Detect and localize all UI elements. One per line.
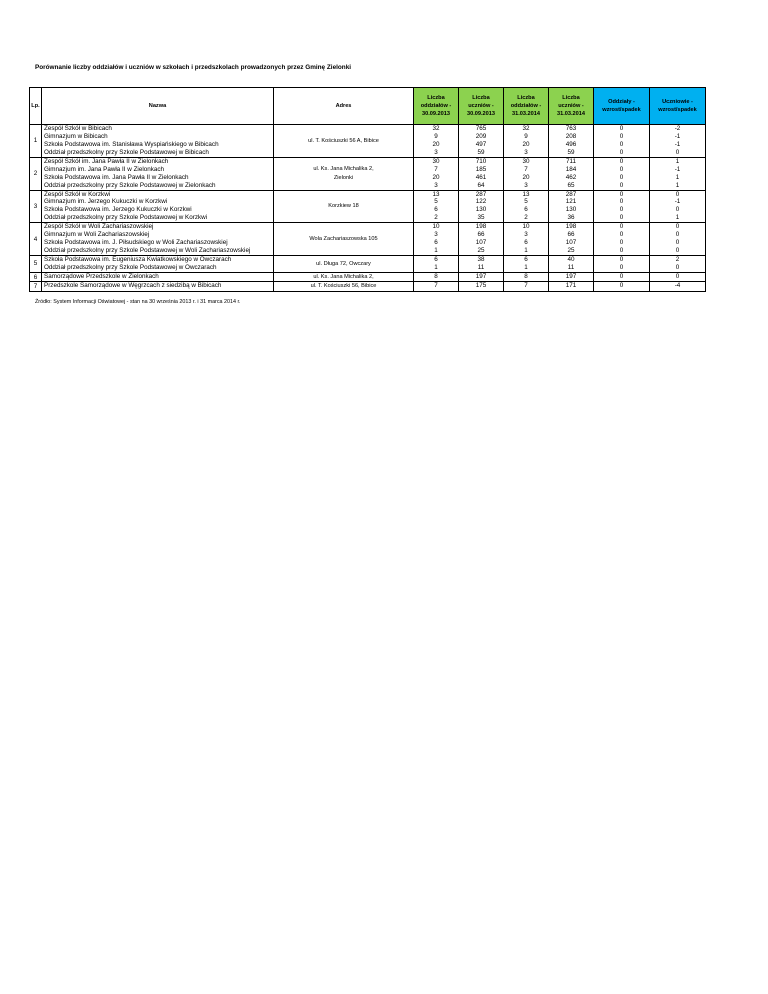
- value: 65: [567, 181, 575, 189]
- school-name: Oddział przedszkolny przy Szkole Podstawowej w Owczarach: [44, 263, 217, 271]
- value: 1: [524, 247, 528, 255]
- value: 1: [675, 214, 680, 222]
- oddzialy-2013-cell: [414, 282, 459, 292]
- value: 10: [432, 223, 440, 231]
- value: 0: [619, 239, 624, 247]
- value: 0: [619, 247, 624, 255]
- uczniowie-zmiana-cell: [650, 272, 706, 282]
- oddzialy-2014-cell: [504, 190, 549, 223]
- value: 0: [675, 247, 680, 255]
- value: 0: [619, 173, 624, 181]
- value: 1: [675, 181, 680, 189]
- school-name: Oddział przedszkolny przy Szkole Podstawowej w Zielonkach: [44, 181, 216, 189]
- address-cell: [274, 282, 414, 292]
- value: 35: [477, 214, 485, 222]
- row-number: 1: [30, 125, 42, 158]
- value: 20: [522, 140, 530, 148]
- value: 0: [619, 181, 624, 189]
- value: 0: [619, 256, 624, 263]
- value: -2: [674, 125, 681, 132]
- value: 0: [619, 148, 624, 156]
- school-name: Szkoła Podstawowa im. Stanisława Wyspiańskiego w Bibicach: [44, 140, 219, 148]
- school-name: Zespół Szkół w Woli Zachariaszowskiej: [44, 223, 154, 231]
- value: 7: [434, 282, 438, 290]
- uczniowie-2014-cell: [549, 190, 594, 223]
- value: 0: [619, 190, 624, 198]
- value: -4: [674, 282, 681, 290]
- school-name: Szkoła Podstawowa im. Jerzego Kukuczki w Korzkwi: [44, 206, 192, 214]
- row-number: 4: [30, 223, 42, 256]
- row-number: 5: [30, 256, 42, 273]
- value: 185: [475, 165, 487, 173]
- school-name: Przedszkole Samorządowe w Węgrzcach z siedzibą w Bibicach: [44, 282, 222, 290]
- address-cell: [274, 190, 414, 223]
- value: 130: [565, 206, 577, 214]
- value: 25: [477, 247, 485, 255]
- value: 0: [619, 231, 624, 239]
- uczniowie-2013-cell: [459, 282, 504, 292]
- value: 5: [434, 198, 438, 206]
- header-line: wzrost/spadek: [658, 107, 697, 113]
- header-row: [30, 88, 706, 125]
- oddzialy-2013-cell: [414, 125, 459, 158]
- value: -1: [674, 165, 681, 173]
- value: 0: [675, 223, 680, 231]
- table-body: [30, 125, 706, 292]
- value: 171: [565, 282, 577, 290]
- value: 1: [675, 157, 680, 165]
- school-name: Gimnazjum im. Jerzego Kukuczki w Korzkwi: [44, 198, 168, 206]
- value: 287: [475, 190, 487, 198]
- school-names-cell: [42, 190, 274, 223]
- value: 8: [434, 272, 438, 280]
- address-cell: [274, 125, 414, 158]
- row-number: 7: [30, 282, 42, 292]
- value: 107: [565, 239, 577, 247]
- school-name: Oddział przedszkolny przy Szkole Podstawowej w Woli Zachariaszowskiej: [44, 247, 251, 255]
- row-number: 2: [30, 157, 42, 190]
- school-name: Gimnazjum im. Jana Pawła II w Zielonkach: [44, 165, 165, 173]
- address-cell: [274, 272, 414, 282]
- oddzialy-2014-cell: [504, 256, 549, 273]
- oddzialy-2014-cell: [504, 125, 549, 158]
- value: 0: [619, 206, 624, 214]
- value: 0: [675, 148, 680, 156]
- header-line: 30.09.2013: [422, 111, 450, 117]
- value: 13: [522, 190, 530, 198]
- value: 30: [432, 157, 440, 165]
- value: 208: [565, 132, 577, 140]
- value: 11: [477, 263, 485, 271]
- comparison-table: [29, 87, 706, 292]
- uczniowie-2014-cell: [549, 223, 594, 256]
- table-row: [30, 256, 706, 273]
- address-line: ul. T. Kościuszki 56, Bibice: [310, 283, 377, 290]
- uczniowie-zmiana-cell: [650, 190, 706, 223]
- oddzialy-zmiana-cell: [594, 223, 650, 256]
- value: 0: [619, 198, 624, 206]
- school-names-cell: [42, 282, 274, 292]
- value: 0: [619, 132, 624, 140]
- header-oddzialy-zmiana: [594, 88, 650, 125]
- table-row: [30, 282, 706, 292]
- oddzialy-zmiana-cell: [594, 125, 650, 158]
- address-line: Korzkiew 18: [328, 203, 359, 210]
- value: 64: [477, 181, 485, 189]
- value: 20: [432, 140, 440, 148]
- uczniowie-zmiana-cell: [650, 223, 706, 256]
- value: 121: [565, 198, 577, 206]
- uczniowie-2014-cell: [549, 125, 594, 158]
- value: 0: [675, 190, 680, 198]
- header-line: oddziałów -: [510, 103, 542, 109]
- address-line: ul. Ks. Jana Michalika 2,: [313, 166, 374, 173]
- value: 0: [619, 263, 624, 271]
- value: 0: [675, 206, 680, 214]
- oddzialy-2014-cell: [504, 282, 549, 292]
- school-name: Samorządowe Przedszkole w Zielonkach: [44, 272, 159, 280]
- value: -1: [674, 132, 681, 140]
- page-title: Porównanie liczby oddziałów i uczniów w szkołach i przedszkolach prowadzonych przez Gminę Zielonki: [35, 64, 352, 71]
- value: 38: [477, 256, 485, 263]
- value: 2: [524, 214, 528, 222]
- header-uczniowie-2014: [549, 88, 594, 125]
- value: 0: [675, 231, 680, 239]
- school-name: Szkoła Podstawowa im. J. Piłsudskiego w Woli Zachariaszowskiej: [44, 239, 228, 247]
- oddzialy-zmiana-cell: [594, 157, 650, 190]
- value: 13: [432, 190, 440, 198]
- value: 711: [565, 157, 577, 165]
- value: 765: [475, 125, 487, 132]
- uczniowie-2014-cell: [549, 256, 594, 273]
- value: 122: [475, 198, 487, 206]
- value: 59: [477, 148, 485, 156]
- header-lp: Lp.: [30, 88, 42, 125]
- value: 462: [565, 173, 577, 181]
- value: 66: [477, 231, 485, 239]
- school-name: Szkoła Podstawowa im. Jana Pawła II w Zielonkach: [44, 173, 189, 181]
- value: 763: [565, 125, 577, 132]
- value: 1: [434, 263, 438, 271]
- school-name: Oddział przedszkolny przy Szkole Podstawowej w Bibicach: [44, 148, 209, 156]
- value: 20: [522, 173, 530, 181]
- value: 197: [565, 272, 577, 280]
- value: 7: [524, 165, 528, 173]
- address-line: Zielonki: [333, 174, 354, 181]
- oddzialy-2013-cell: [414, 272, 459, 282]
- address-line: ul. Ks. Jana Michalika 2,: [313, 273, 374, 280]
- header-line: oddziałów -: [420, 103, 452, 109]
- value: 6: [434, 256, 438, 263]
- value: 287: [565, 190, 577, 198]
- value: 7: [524, 282, 528, 290]
- value: 0: [619, 165, 624, 173]
- oddzialy-2013-cell: [414, 157, 459, 190]
- uczniowie-zmiana-cell: [650, 282, 706, 292]
- value: 461: [475, 173, 487, 181]
- value: 130: [475, 206, 487, 214]
- header-uczniowie-zmiana: [650, 88, 706, 125]
- value: 0: [619, 272, 624, 280]
- value: 3: [524, 181, 528, 189]
- school-names-cell: [42, 272, 274, 282]
- value: -1: [674, 198, 681, 206]
- value: 3: [434, 231, 438, 239]
- header-line: wzrost/spadek: [602, 107, 641, 113]
- value: 5: [524, 198, 528, 206]
- oddzialy-zmiana-cell: [594, 282, 650, 292]
- header-line: Liczba: [517, 95, 535, 101]
- address-cell: [274, 157, 414, 190]
- value: 3: [434, 148, 438, 156]
- oddzialy-2013-cell: [414, 190, 459, 223]
- table-row: [30, 272, 706, 282]
- value: 496: [565, 140, 577, 148]
- uczniowie-2013-cell: [459, 157, 504, 190]
- value: 20: [432, 173, 440, 181]
- school-names-cell: [42, 256, 274, 273]
- header-oddzialy-2014: [504, 88, 549, 125]
- uczniowie-zmiana-cell: [650, 256, 706, 273]
- row-number: 3: [30, 190, 42, 223]
- value: 198: [565, 223, 577, 231]
- value: 175: [475, 282, 487, 290]
- address-cell: [274, 223, 414, 256]
- uczniowie-2013-cell: [459, 272, 504, 282]
- school-names-cell: [42, 223, 274, 256]
- value: 0: [675, 263, 680, 271]
- address-line: Wola Zachariaszowska 105: [309, 235, 378, 242]
- value: 0: [619, 282, 624, 290]
- value: 1: [675, 173, 680, 181]
- table-row: [30, 190, 706, 223]
- uczniowie-2013-cell: [459, 223, 504, 256]
- value: 0: [675, 239, 680, 247]
- value: 6: [434, 206, 438, 214]
- value: 25: [567, 247, 575, 255]
- address-line: ul. Długa 72, Owczary: [316, 260, 371, 267]
- uczniowie-2014-cell: [549, 272, 594, 282]
- value: 197: [475, 272, 487, 280]
- table-row: [30, 223, 706, 256]
- value: 36: [567, 214, 575, 222]
- value: 6: [524, 256, 528, 263]
- uczniowie-2014-cell: [549, 282, 594, 292]
- value: 7: [434, 165, 438, 173]
- school-name: Oddział przedszkolny przy Szkole Podstawowej w Korzkwi: [44, 214, 208, 222]
- value: 59: [567, 148, 575, 156]
- uczniowie-2013-cell: [459, 125, 504, 158]
- header-line: uczniów -: [558, 103, 584, 109]
- school-names-cell: [42, 157, 274, 190]
- address-cell: [274, 256, 414, 273]
- oddzialy-2014-cell: [504, 272, 549, 282]
- value: 66: [567, 231, 575, 239]
- school-name: Zespół Szkół w Korzkwi: [44, 190, 111, 198]
- oddzialy-2014-cell: [504, 223, 549, 256]
- value: 32: [432, 125, 440, 132]
- value: 3: [524, 231, 528, 239]
- row-number: 6: [30, 272, 42, 282]
- oddzialy-zmiana-cell: [594, 272, 650, 282]
- value: 32: [522, 125, 530, 132]
- school-names-cell: [42, 125, 274, 158]
- value: 198: [475, 223, 487, 231]
- value: 0: [619, 140, 624, 148]
- oddzialy-2013-cell: [414, 223, 459, 256]
- header-line: 30.09.2013: [467, 111, 495, 117]
- table-row: [30, 125, 706, 158]
- value: 10: [522, 223, 530, 231]
- source-note: Źródło: System Informacji Oświatowej - stan na 30 września 2013 r. i 31 marca 2014 r.: [35, 299, 241, 305]
- school-name: Zespół Szkół w Bibicach: [44, 125, 112, 132]
- value: 710: [475, 157, 487, 165]
- value: 0: [619, 214, 624, 222]
- header-adres: Adres: [274, 88, 414, 125]
- value: 184: [565, 165, 577, 173]
- value: 0: [619, 157, 624, 165]
- address-line: ul. T. Kościuszki 56 A, Bibice: [308, 137, 379, 144]
- header-nazwa: Nazwa: [42, 88, 274, 125]
- value: 6: [524, 239, 528, 247]
- school-name: Szkoła Podstawowa im. Eugeniusza Kwiatkowskiego w Owczarach: [44, 256, 232, 263]
- value: 0: [619, 223, 624, 231]
- value: 209: [475, 132, 487, 140]
- header-oddzialy-2013: [414, 88, 459, 125]
- value: 9: [524, 132, 528, 140]
- value: 11: [567, 263, 575, 271]
- school-name: Gimnazjum w Woli Zachariaszowskiej: [44, 231, 150, 239]
- header-line: Liczba: [427, 95, 445, 101]
- value: 2: [434, 214, 438, 222]
- value: 1: [434, 247, 438, 255]
- value: 497: [475, 140, 487, 148]
- header-line: Oddziały -: [608, 99, 635, 105]
- value: 2: [675, 256, 680, 263]
- uczniowie-zmiana-cell: [650, 125, 706, 158]
- value: 30: [522, 157, 530, 165]
- value: 1: [524, 263, 528, 271]
- uczniowie-2013-cell: [459, 256, 504, 273]
- uczniowie-zmiana-cell: [650, 157, 706, 190]
- header-line: Liczba: [472, 95, 490, 101]
- header-line: uczniów -: [468, 103, 494, 109]
- oddzialy-zmiana-cell: [594, 190, 650, 223]
- uczniowie-2013-cell: [459, 190, 504, 223]
- value: 3: [524, 148, 528, 156]
- header-line: 31.03.2014: [512, 111, 540, 117]
- header-line: 31.03.2014: [557, 111, 585, 117]
- header-line: Uczniowie -: [662, 99, 693, 105]
- value: 6: [524, 206, 528, 214]
- value: 107: [475, 239, 487, 247]
- school-name: Zespół Szkół im. Jana Pawła II w Zielonkach: [44, 157, 169, 165]
- oddzialy-2013-cell: [414, 256, 459, 273]
- school-name: Gimnazjum w Bibicach: [44, 132, 108, 140]
- value: 6: [434, 239, 438, 247]
- value: -1: [674, 140, 681, 148]
- value: 0: [619, 125, 624, 132]
- uczniowie-2014-cell: [549, 157, 594, 190]
- value: 9: [434, 132, 438, 140]
- value: 40: [567, 256, 575, 263]
- table-row: [30, 157, 706, 190]
- header-uczniowie-2013: [459, 88, 504, 125]
- header-line: Liczba: [562, 95, 580, 101]
- oddzialy-2014-cell: [504, 157, 549, 190]
- value: 8: [524, 272, 528, 280]
- value: 3: [434, 181, 438, 189]
- oddzialy-zmiana-cell: [594, 256, 650, 273]
- value: 0: [675, 272, 680, 280]
